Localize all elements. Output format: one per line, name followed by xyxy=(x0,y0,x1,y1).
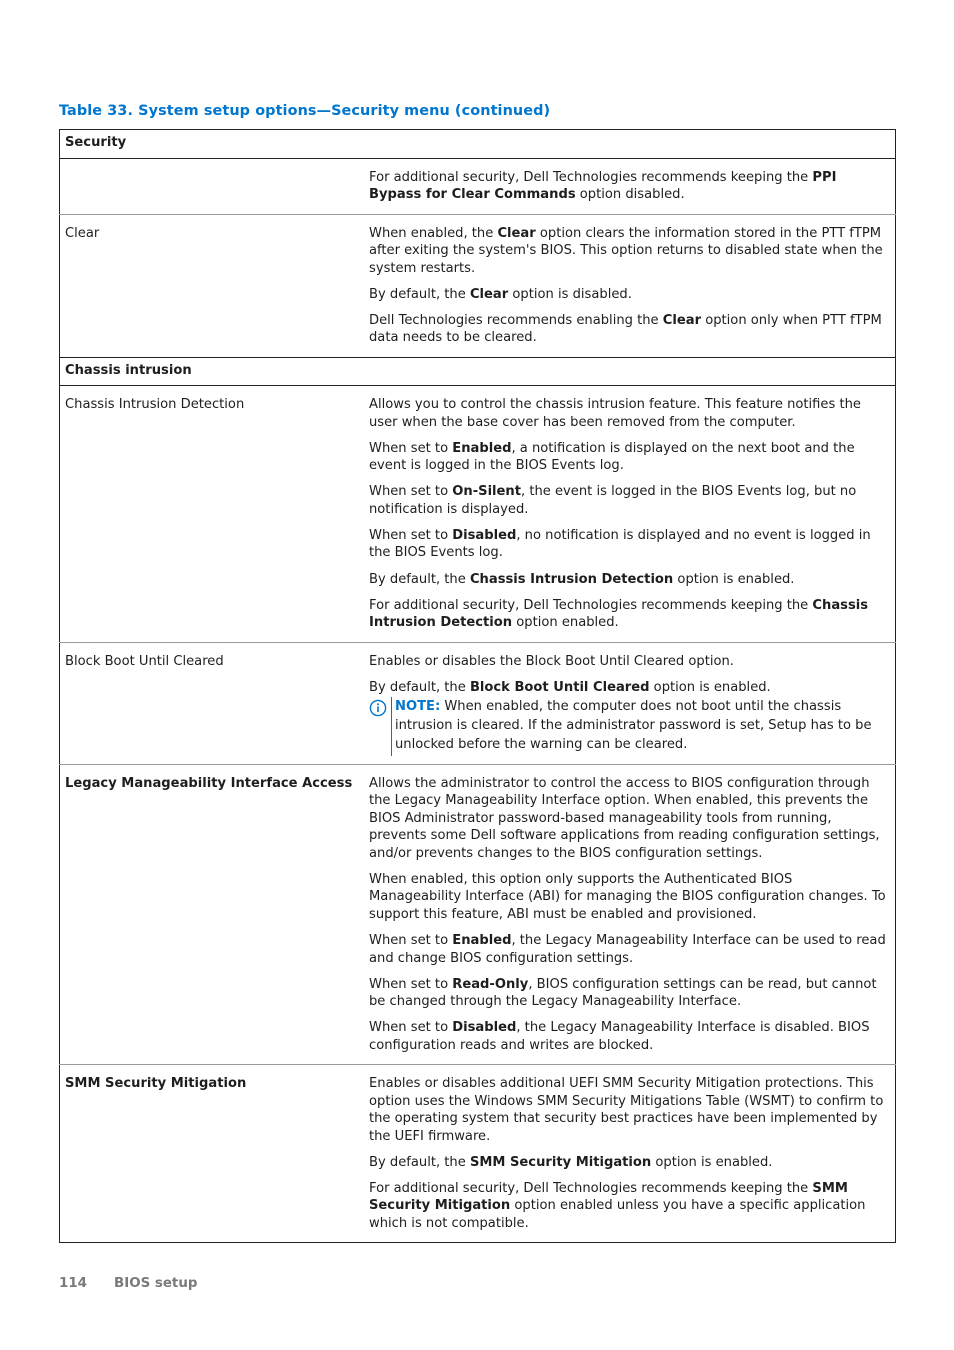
note-body xyxy=(391,697,887,756)
note-label: NOTE: xyxy=(395,698,441,714)
bold-term: PPI Bypass for Clear Commands xyxy=(369,169,837,202)
text-run: Enables or disables additional UEFI SMM Security Mitigation protections. This option uses the Windows SMM Security Mitigations Table (WSMT) to confirm to the operating system that security best practices have been implemented by the UEFI firmware. xyxy=(369,1076,884,1144)
bold-term: Block Boot Until Cleared xyxy=(469,679,650,695)
text-run: , a notification is displayed on the next boot and the event is logged in the BIOS Events log. xyxy=(369,440,855,474)
description-paragraph xyxy=(369,932,887,967)
text-run: , no notification is displayed and no event is logged in the BIOS Events log. xyxy=(369,527,871,561)
text-run: By default, the xyxy=(369,571,470,587)
text-run: Dell Technologies recommends enabling the xyxy=(369,312,663,328)
text-run: option enabled. xyxy=(512,615,619,631)
description-paragraph xyxy=(369,1180,887,1233)
text-run: When set to xyxy=(369,484,453,500)
text-run: option disabled. xyxy=(575,187,685,202)
page-number: 114 xyxy=(59,1276,87,1291)
table-row xyxy=(60,764,896,1064)
option-description xyxy=(364,642,896,764)
option-name: Chassis Intrusion Detection xyxy=(60,386,365,642)
bold-term: Clear xyxy=(662,312,702,328)
description-paragraph xyxy=(369,312,887,347)
table-row xyxy=(60,642,896,764)
bold-term: Disabled xyxy=(452,527,517,543)
bold-term: Disabled xyxy=(452,1020,517,1036)
text-run: When enabled, the xyxy=(369,225,498,241)
table-row xyxy=(60,214,896,357)
option-name: Clear xyxy=(60,214,365,357)
table-header: Security xyxy=(60,130,896,159)
bold-term: Chassis Intrusion Detection xyxy=(369,597,869,631)
text-run: option is disabled. xyxy=(508,286,632,302)
security-options-table xyxy=(59,129,896,1243)
description-paragraph xyxy=(369,286,887,304)
description-paragraph xyxy=(369,775,887,863)
section-header: Chassis intrusion xyxy=(60,357,896,386)
option-name: Block Boot Until Cleared xyxy=(60,642,365,764)
text-run: option only when PTT fTPM data needs to be cleared. xyxy=(369,312,882,346)
description-paragraph xyxy=(369,1019,887,1054)
description-paragraph xyxy=(369,527,887,562)
text-run: , the Legacy Manageability Interface is disabled. BIOS configuration reads and writes are blocked. xyxy=(369,1020,870,1053)
option-name: Legacy Manageability Interface Access xyxy=(60,764,365,1064)
bold-term: Enabled xyxy=(452,440,512,456)
text-run: When set to xyxy=(369,440,453,456)
option-description xyxy=(364,214,896,357)
table-header-row xyxy=(60,130,896,159)
description-paragraph xyxy=(369,597,887,632)
bold-term: Enabled xyxy=(452,933,512,949)
text-run: When set to xyxy=(369,1020,453,1036)
text-run: When set to xyxy=(369,527,453,543)
description-paragraph xyxy=(369,483,887,518)
text-run: When enabled, this option only supports the Authenticated BIOS Manageability Interface (ABI) for managing the BIOS configuration changes. To support this feature, ABI must be enabled and provisioned. xyxy=(369,871,886,922)
footer-section: BIOS setup xyxy=(114,1276,198,1291)
description-paragraph xyxy=(369,571,887,589)
text-run: option enabled unless you have a specific application which is not compatible. xyxy=(369,1198,866,1231)
table-row xyxy=(60,1065,896,1243)
option-description xyxy=(364,158,896,214)
text-run: Allows the administrator to control the access to BIOS configuration through the Legacy Manageability Interface option. When enabled, this prevents the BIOS Administrator password-based manageability tools from running, prevents some Dell software applications from reading configuration settings, and/or prevents changes to the BIOS configuration settings. xyxy=(369,775,880,861)
text-run: option clears the information stored in the PTT fTPM after exiting the system's BIOS. This option returns to disabled state when the system restarts. xyxy=(369,225,883,276)
text-run: , the Legacy Manageability Interface can be used to read and change BIOS configuration settings. xyxy=(369,933,886,966)
description-paragraph xyxy=(369,976,887,1011)
text-run: , the event is logged in the BIOS Events log, but no notification is displayed. xyxy=(369,484,857,517)
description-paragraph xyxy=(369,169,887,204)
text-run: , BIOS configuration settings can be read, but cannot be changed through the Legacy Manageability Interface. xyxy=(369,976,877,1010)
table-row xyxy=(60,386,896,642)
description-paragraph xyxy=(369,440,887,475)
description-paragraph xyxy=(369,679,887,697)
text-run: For additional security, Dell Technologies recommends keeping the xyxy=(369,169,813,185)
option-name xyxy=(60,158,365,214)
option-description xyxy=(364,1065,896,1243)
text-run: option is enabled. xyxy=(651,1154,773,1170)
text-run: Enables or disables the Block Boot Until Cleared option. xyxy=(369,653,734,669)
table-row xyxy=(60,158,896,214)
text-run: By default, the xyxy=(369,679,470,695)
description-paragraph xyxy=(369,396,887,431)
text-run: By default, the xyxy=(369,286,470,302)
table-caption: Table 33. System setup options—Security menu (continued) xyxy=(59,103,551,119)
option-name: SMM Security Mitigation xyxy=(60,1065,365,1243)
bold-term: Clear xyxy=(469,286,509,302)
text-run: When set to xyxy=(369,933,453,949)
note-block xyxy=(369,697,887,756)
text-run: option is enabled. xyxy=(649,679,771,695)
section-header-row xyxy=(60,357,896,386)
info-circle-icon xyxy=(369,697,391,756)
description-paragraph xyxy=(369,1154,887,1172)
description-paragraph xyxy=(369,1075,887,1145)
text-run: When set to xyxy=(369,976,453,992)
bold-term: Chassis Intrusion Detection xyxy=(469,571,674,587)
description-paragraph xyxy=(369,653,887,671)
note-text: When enabled, the computer does not boot until the chassis intrusion is cleared. If the administrator password is set, Setup has to be unlocked before the warning can be cleared. xyxy=(395,698,872,752)
description-paragraph xyxy=(369,871,887,924)
text-run: Allows you to control the chassis intrusion feature. This feature notifies the user when the base cover has been removed from the computer. xyxy=(369,397,861,430)
page-footer xyxy=(59,1276,197,1291)
bold-term: Clear xyxy=(497,225,536,241)
text-run: For additional security, Dell Technologies recommends keeping the xyxy=(369,1180,813,1196)
bold-term: SMM Security Mitigation xyxy=(369,1180,848,1214)
table-body xyxy=(60,130,896,1243)
text-run: option is enabled. xyxy=(673,571,795,587)
bold-term: Read-Only xyxy=(452,976,529,992)
option-description xyxy=(364,386,896,642)
description-paragraph xyxy=(369,225,887,278)
bold-term: On-Silent xyxy=(452,484,522,500)
bold-term: SMM Security Mitigation xyxy=(469,1154,652,1170)
text-run: For additional security, Dell Technologies recommends keeping the xyxy=(369,597,813,613)
option-description xyxy=(364,764,896,1064)
text-run: By default, the xyxy=(369,1154,470,1170)
